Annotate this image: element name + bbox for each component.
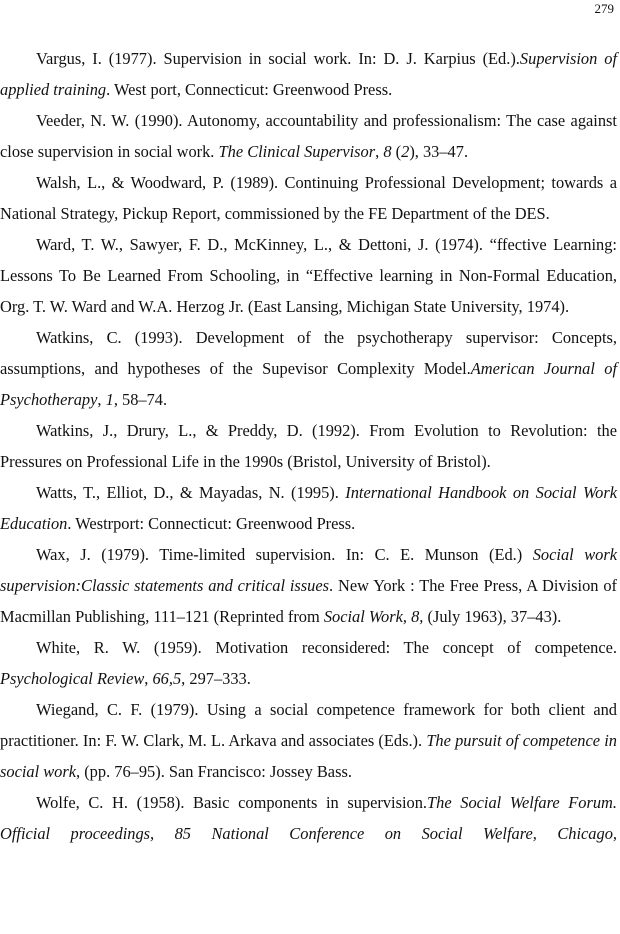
reference-text-fragment: (: [391, 142, 402, 161]
reference-text-fragment: , 297–333.: [181, 669, 251, 688]
italic-title-fragment: Social work supervision:Classic statements and critical issues: [0, 545, 617, 595]
reference-text-fragment: Wax, J. (1979). Time-limited supervision. In: C. E. Munson (Ed.): [36, 545, 533, 564]
reference-text-fragment: Wiegand, C. F. (1979). Using a social competence framework for both client and practitioner. In: F. W. Clark, M. L. Arkava and associates (Eds.).: [0, 700, 617, 750]
italic-title-fragment: The pursuit of competence in social work: [0, 731, 617, 781]
reference-entry: [0, 632, 617, 694]
reference-text-fragment: . Westrport: Connecticut: Greenwood Press.: [67, 514, 356, 533]
reference-text-fragment: Watkins, C. (1993). Development of the psychotherapy supervisor: Concepts, assumptions, and hypotheses of the Supevisor Complexity Model.: [0, 328, 617, 378]
reference-entry: [0, 167, 617, 229]
reference-entry: [0, 43, 617, 105]
italic-title-fragment: American Journal of Psychotherapy: [0, 359, 618, 409]
reference-text-fragment: ,: [375, 142, 384, 161]
reference-text-fragment: ,: [97, 390, 106, 409]
reference-text-fragment: Wolfe, C. H. (1958). Basic components in supervision.: [36, 793, 428, 812]
italic-title-fragment: 66,5: [152, 669, 182, 688]
reference-entry: [0, 415, 617, 477]
reference-text-fragment: , (pp. 76–95). San Francisco: Jossey Bass.: [76, 762, 352, 781]
reference-text-fragment: Ward, T. W., Sawyer, F. D., McKinney, L., & Dettoni, J. (1974). “ffective Learning: Lessons To Be Learned From Schooling, in “Effective learning in Non-Formal Education, Org. T. W. Ward and W.A. Herzog Jr. (East Lansing, Michigan State University, 1974).: [0, 235, 617, 316]
page-number: 279: [594, 1, 614, 16]
reference-text-fragment: , 58–74.: [113, 390, 168, 409]
reference-entry: [0, 694, 617, 787]
italic-title-fragment: 2: [401, 142, 410, 161]
italic-title-fragment: 8: [383, 142, 392, 161]
italic-title-fragment: Supervision of applied training: [0, 49, 618, 99]
italic-title-fragment: 1: [105, 390, 114, 409]
italic-title-fragment: Social Work, 8,: [323, 607, 424, 626]
reference-text-fragment: Watkins, J., Drury, L., & Preddy, D. (1992). From Evolution to Revolution: the Pressures on Professional Life in the 1990s (Bristol, University of Bristol).: [0, 421, 617, 471]
reference-text-fragment: . West port, Connecticut: Greenwood Press.: [106, 80, 393, 99]
reference-text-fragment: ), 33–47.: [409, 142, 469, 161]
italic-title-fragment: The Clinical Supervisor: [218, 142, 376, 161]
reference-text-fragment: (July 1963), 37–43).: [423, 607, 562, 626]
reference-entry: [0, 539, 617, 632]
reference-list: [0, 43, 617, 849]
italic-title-fragment: Psychological Review: [0, 669, 145, 688]
reference-text-fragment: Walsh, L., & Woodward, P. (1989). Continuing Professional Development; towards a National Strategy, Pickup Report, commissioned by the FE Department of the DES.: [0, 173, 617, 223]
reference-entry: [0, 322, 617, 415]
reference-entry: [0, 229, 617, 322]
reference-text-fragment: White, R. W. (1959). Motivation reconsidered: The concept of competence.: [36, 638, 617, 657]
reference-text-fragment: Vargus, I. (1977). Supervision in social work. In: D. J. Karpius (Ed.).: [36, 49, 520, 68]
italic-title-fragment: International Handbook on Social Work Education: [0, 483, 618, 533]
reference-text-fragment: ,: [144, 669, 153, 688]
reference-text-fragment: . New York : The Free Press, A Division of Macmillan Publishing, 111–121 (Reprinted from: [0, 576, 617, 626]
italic-title-fragment: The Social Welfare Forum. Official proceedings, 85 National Conference on Social Welfare, Chicago,: [0, 793, 617, 843]
reference-entry: [0, 477, 617, 539]
reference-entry: [0, 105, 617, 167]
reference-entry: [0, 787, 617, 849]
reference-text-fragment: Watts, T., Elliot, D., & Mayadas, N. (1995).: [36, 483, 346, 502]
reference-text-fragment: Veeder, N. W. (1990). Autonomy, accountability and professionalism: The case against close supervision in social work.: [0, 111, 617, 161]
